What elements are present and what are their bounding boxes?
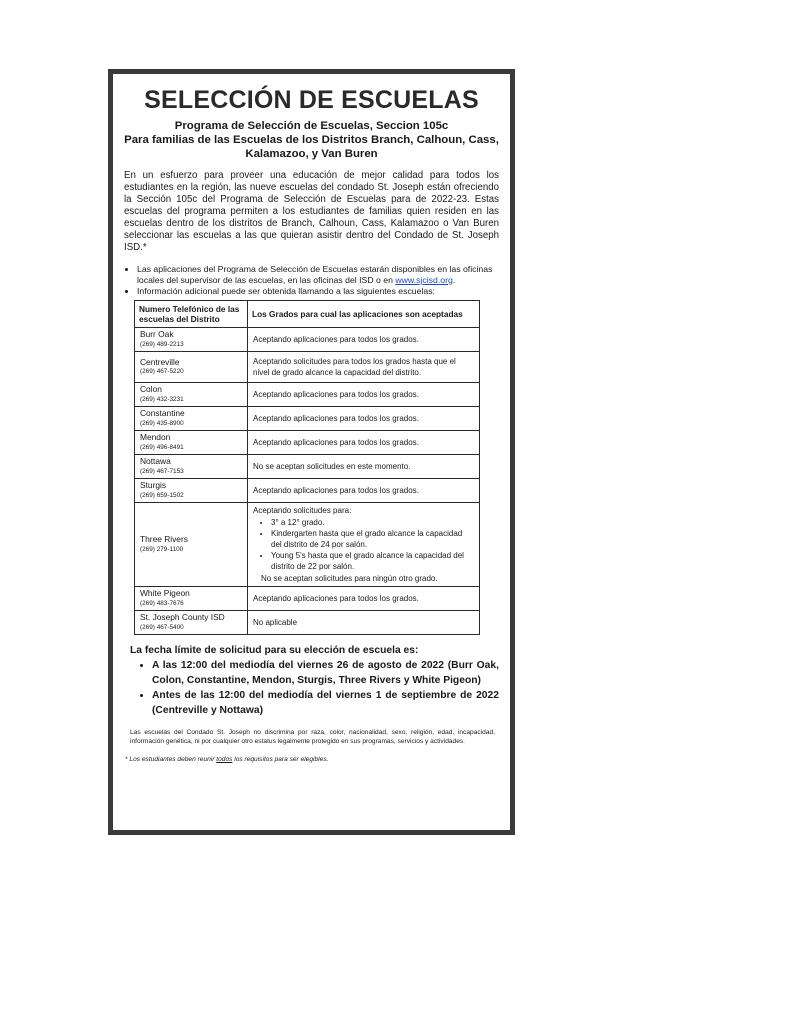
footnote-post: los requisitos para ser elegibles. xyxy=(232,756,329,764)
table-row xyxy=(135,455,480,479)
header-status: Los Grados para cual las aplicaciones son aceptadas xyxy=(248,301,480,328)
header-school: Numero Telefónico de las escuelas del Distrito xyxy=(135,301,248,328)
school-phone: (269) 435-8900 xyxy=(140,419,184,427)
grade-item: • Kindergarten hasta que el grado alcance la capacidad del distrito de 24 por salón. xyxy=(271,528,474,550)
school-name: St. Joseph County ISD xyxy=(140,612,225,623)
school-cell xyxy=(135,479,248,503)
school-phone: (269) 432-3231 xyxy=(140,395,184,403)
school-phone: (269) 279-1100 xyxy=(140,545,184,553)
footnote xyxy=(125,756,503,763)
status-cell: Aceptando aplicaciones para todos los grados. xyxy=(248,479,480,503)
school-name: Mendon xyxy=(140,432,171,443)
grade-item: • 3° a 12° grado. xyxy=(271,517,474,528)
school-cell xyxy=(135,503,248,587)
school-cell xyxy=(135,611,248,635)
flyer xyxy=(108,69,515,835)
school-phone: (269) 659-1502 xyxy=(140,491,184,499)
status-cell: Aceptando aplicaciones para todos los grados. xyxy=(248,407,480,431)
school-phone: (269) 467-5220 xyxy=(140,368,184,376)
table-row xyxy=(135,352,480,383)
status-cell: Aceptando aplicaciones para todos los grados. xyxy=(248,587,480,611)
status-outro: No se aceptan solicitudes para ningún otro grado. xyxy=(261,574,438,584)
school-name: White Pigeon xyxy=(140,588,190,599)
school-name: Colon xyxy=(140,384,162,395)
subtitle-line-2: Para familias de las Escuelas de los Distritos Branch, Calhoun, Cass, Kalamazoo, y Van Buren xyxy=(124,134,499,160)
school-cell xyxy=(135,352,248,383)
school-cell xyxy=(135,431,248,455)
school-cell xyxy=(135,455,248,479)
status-cell: No aplicable xyxy=(248,611,480,635)
school-phone: (269) 483-7676 xyxy=(140,599,184,607)
school-name: Nottawa xyxy=(140,456,171,467)
table-row xyxy=(135,328,480,352)
school-phone: (269) 489-2213 xyxy=(140,340,184,348)
school-name: Constantine xyxy=(140,408,185,419)
footnote-pre: * Los estudiantes deben reunir xyxy=(125,756,217,764)
status-cell: No se aceptan solicitudes en este momento. xyxy=(248,455,480,479)
school-cell xyxy=(135,407,248,431)
grade-item: • Young 5's hasta que el grado alcance la capacidad del distrito de 22 por salón. xyxy=(271,550,474,572)
bullet-applications-end: . xyxy=(452,274,456,285)
subtitle xyxy=(120,119,503,161)
status-cell: Aceptando aplicaciones para todos los grados. xyxy=(248,328,480,352)
school-name: Centreville xyxy=(140,356,180,367)
school-cell xyxy=(135,383,248,407)
table-header-row xyxy=(135,301,480,328)
deadline-item: • Antes de las 12:00 del mediodía del viernes 1 de septiembre de 2022 (Centreville y Nottawa) xyxy=(152,688,499,718)
table-row xyxy=(135,479,480,503)
intro-paragraph: En un esfuerzo para proveer una educación de mejor calidad para todos los estudiantes en la región, las nueve escuelas del condado St. Joseph están ofreciendo la Sección 105c del Programa de Selección de Escuelas para de 2022-23. Estas escuelas del programa permiten a los estudiantes de familias quien residen en las escuelas dentro de los distritos de Branch, Calhoun, Cass, Kalamazoo o Van Buren seleccionar las escuelas a las que quieran asistir dentro del Condado de St. Joseph ISD.* xyxy=(124,170,499,253)
status-cell: Aceptando solicitudes para todos los grados hasta que el nivel de grado alcance la capacidad del distrito. xyxy=(248,352,480,383)
school-phone: (269) 496-8491 xyxy=(140,443,184,451)
school-phone: (269) 467-7153 xyxy=(140,467,184,475)
deadline-title: La fecha límite de solicitud para su elección de escuela es: xyxy=(130,645,419,657)
status-cell: Aceptando aplicaciones para todos los grados. xyxy=(248,431,480,455)
bullet-applications-text: Las aplicaciones del Programa de Selección de Escuelas estarán disponibles en las oficinas locales del supervisor de las escuelas, en las oficinas del ISD o en xyxy=(137,264,493,285)
deadline-item: • A las 12:00 del mediodía del viernes 26 de agosto de 2022 (Burr Oak, Colon, Constantine, Mendon, Sturgis, Three Rivers y White Pigeon) xyxy=(152,658,499,688)
grade-list xyxy=(253,517,474,572)
bullet-applications xyxy=(137,264,503,286)
school-name: Three Rivers xyxy=(140,534,188,545)
footnote-emphasis: todos xyxy=(216,756,233,764)
table-row xyxy=(135,611,480,635)
bullet-additional-info: • Información adicional puede ser obtenida llamando a las siguientes escuelas: xyxy=(137,286,503,297)
deadline-list xyxy=(130,658,499,718)
nondiscrimination-notice: Las escuelas del Condado St. Joseph no discrimina por raza, color, nacionalidad, sexo, religión, edad, incapacidad, información genética, ni por cualquier otro estatus legalmente protegido en sus programas, servicios y actividades. xyxy=(130,729,495,746)
table-row xyxy=(135,431,480,455)
page-title: SELECCIÓN DE ESCUELAS xyxy=(144,86,479,114)
table-row xyxy=(135,383,480,407)
school-name: Burr Oak xyxy=(140,329,174,340)
school-cell xyxy=(135,328,248,352)
status-cell: Aceptando aplicaciones para todos los grados. xyxy=(248,383,480,407)
status-cell xyxy=(248,503,480,587)
table-row xyxy=(135,407,480,431)
sjcisd-link[interactable]: www.sjcisd.org xyxy=(395,274,453,285)
school-phone: (269) 467-5400 xyxy=(140,623,184,631)
table-row xyxy=(135,503,480,587)
school-cell xyxy=(135,587,248,611)
school-name: Sturgis xyxy=(140,480,167,491)
status-intro: Aceptando solicitudes para: xyxy=(253,506,352,516)
schools-table xyxy=(134,300,480,635)
info-bullets xyxy=(124,264,503,296)
table-row xyxy=(135,587,480,611)
subtitle-line-1: Programa de Selección de Escuelas, Seccion 105c xyxy=(174,120,449,132)
